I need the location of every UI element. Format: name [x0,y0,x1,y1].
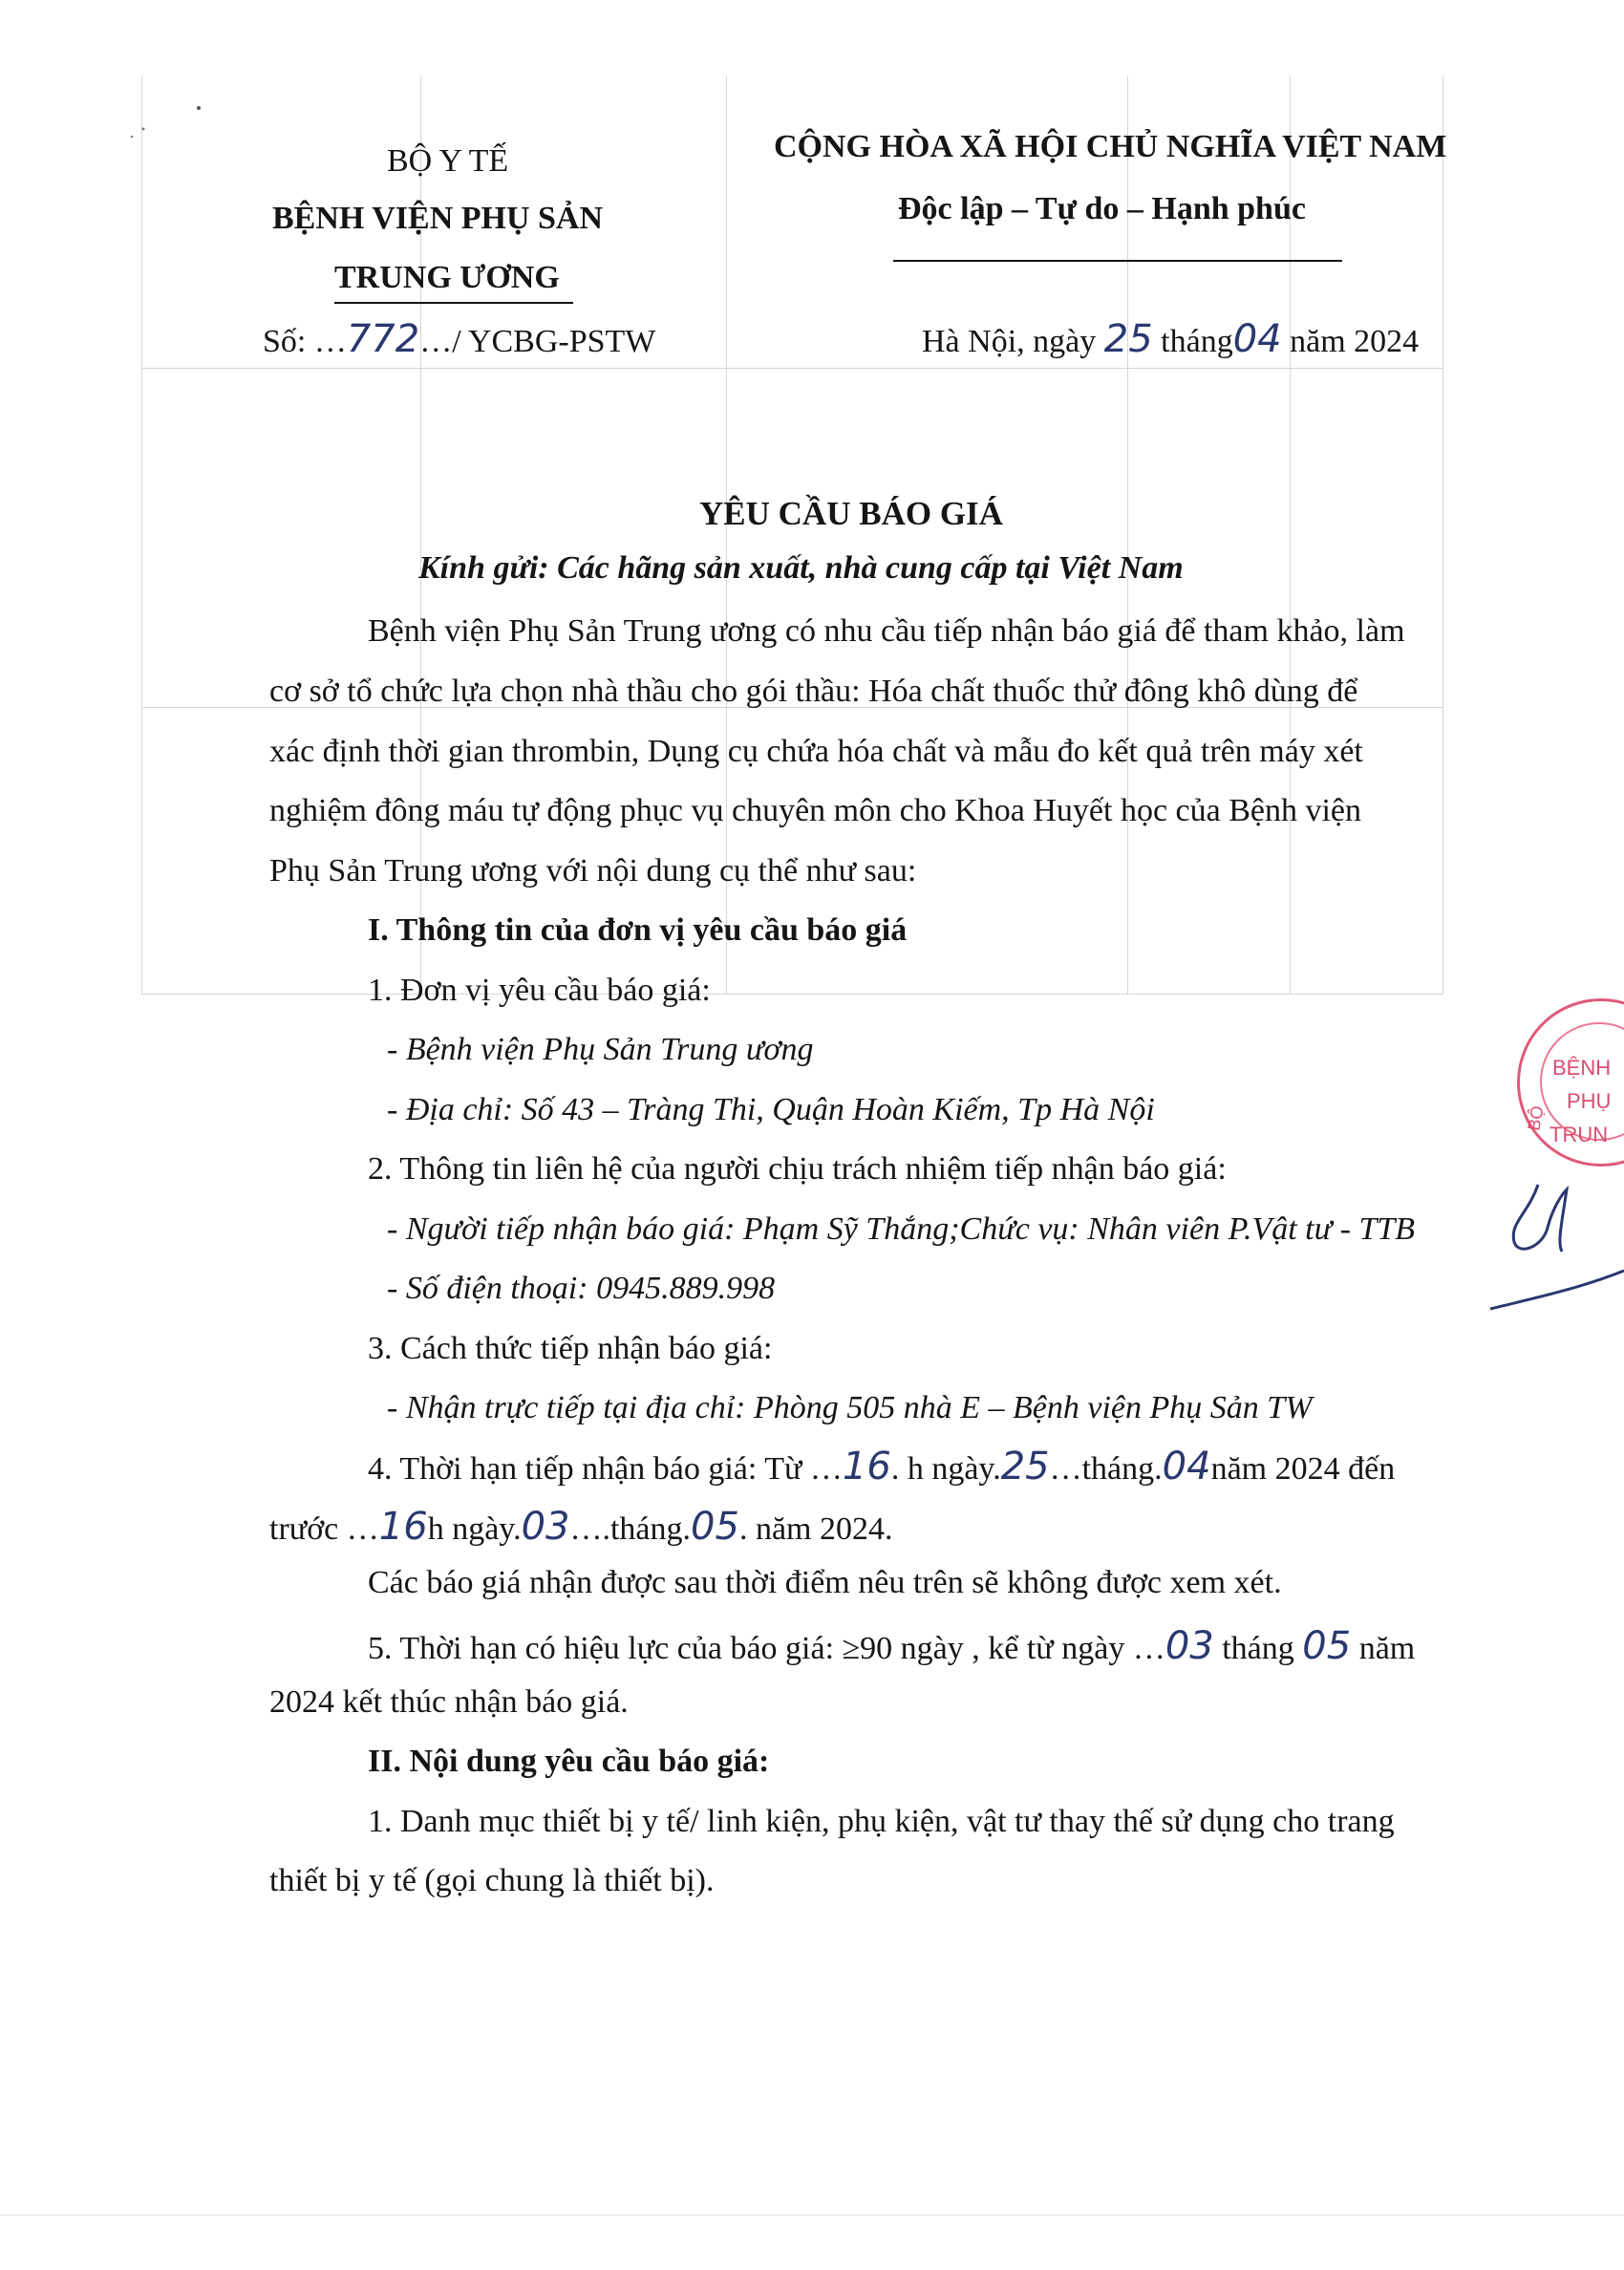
section-2-item-1-line-2: thiết bị y tế (gọi chung là thiết bị). [269,1863,715,1898]
stamp-text-side: BỘ [1524,1103,1548,1132]
validity-line-2: 2024 kết thúc nhận báo giá. [269,1684,629,1720]
national-motto: Độc lập – Tự do – Hạnh phúc [898,191,1306,226]
hospital-name-line2: TRUNG ƯƠNG [334,260,560,295]
period-text-f: h ngày. [427,1511,522,1547]
intro-line-4: nghiệm đông máu tự động phục vụ chuyên môn cho Khoa Huyết học của Bệnh viện [269,793,1362,828]
section-1-item-3: 3. Cách thức tiếp nhận báo giá: [368,1331,773,1366]
period-hour-2: 16 [378,1505,428,1549]
unit-address: - Địa chỉ: Số 43 – Tràng Thi, Quận Hoàn Kiếm, Tp Hà Nội [387,1092,1155,1127]
hospital-underline [334,302,573,304]
motto-underline [893,260,1342,262]
section-2-heading: II. Nội dung yêu cầu báo giá: [368,1744,770,1779]
section-1-item-1: 1. Đơn vị yêu cầu báo giá: [368,973,711,1008]
date-mid: tháng [1161,324,1233,359]
intro-line-2: cơ sở tổ chức lựa chọn nhà thầu cho gói thầu: Hóa chất thuốc thử đông khô dùng để [269,674,1358,709]
intro-line-5: Phụ Sản Trung ương với nội dung cụ thể như sau: [269,853,917,889]
stamp-text-3: TRUN [1549,1123,1609,1146]
date-day-handwritten: 25 [1103,317,1153,361]
scan-specks [124,91,210,148]
period-day-1: 25 [1000,1445,1050,1488]
period-text-a: 4. Thời hạn tiếp nhận báo giá: Từ … [368,1451,843,1487]
period-text-d: năm 2024 đến [1210,1451,1396,1487]
period-hour-1: 16 [842,1445,891,1488]
document-number [263,317,655,361]
recipient-line: Kính gửi: Các hãng sản xuất, nhà cung cấp tại Việt Nam [418,550,1184,586]
date-suffix: năm 2024 [1290,324,1420,359]
period-month-2: 05 [691,1505,739,1549]
signature-mark [1471,1146,1624,1318]
requesting-unit: - Bệnh viện Phụ Sản Trung ương [387,1032,814,1067]
contact-phone: - Số điện thoại: 0945.889.998 [387,1271,776,1306]
validity-day: 03 [1165,1624,1214,1668]
receiving-period-line-2 [269,1505,892,1549]
section-1-heading: I. Thông tin của đơn vị yêu cầu báo giá [368,912,908,948]
receiving-period-line-1 [368,1445,1395,1488]
contact-person: - Người tiếp nhận báo giá: Phạm Sỹ Thắng;Chức vụ: Nhân viên P.Vật tư - TTB [387,1211,1416,1247]
validity-text-a: 5. Thời hạn có hiệu lực của báo giá: ≥90 ngày , kể từ ngày … [368,1631,1165,1666]
date-month-handwritten: 04 [1232,317,1282,361]
number-prefix: Số: … [263,324,347,359]
validity-text-c: năm [1358,1631,1416,1666]
date-prefix: Hà Nội, ngày [922,324,1097,359]
validity-text-b: tháng [1222,1631,1294,1666]
section-2-item-1-line-1: 1. Danh mục thiết bị y tế/ linh kiện, phụ kiện, vật tư thay thế sử dụng cho trang [368,1804,1395,1839]
period-text-h: . năm 2024. [738,1511,893,1547]
stamp-text-1: BỆNH [1552,1056,1612,1080]
document-title: YÊU CẦU BÁO GIÁ [699,495,1003,532]
validity-line-1 [368,1624,1415,1668]
republic-title: CỘNG HÒA XÃ HỘI CHỦ NGHĨA VIỆT NAM [774,129,1447,164]
intro-line-3: xác định thời gian thrombin, Dụng cụ chứa hóa chất và mẫu đo kết quả trên máy xét [269,734,1363,769]
period-month-1: 04 [1162,1445,1211,1488]
issue-date [922,317,1419,361]
stamp-text-2: PHỤ [1567,1089,1612,1113]
late-submission-note: Các báo giá nhận được sau thời điểm nêu trên sẽ không được xem xét. [368,1565,1282,1600]
validity-month: 05 [1302,1624,1352,1668]
ministry-name: BỘ Y TẾ [387,143,509,179]
intro-line-1: Bệnh viện Phụ Sản Trung ương có nhu cầu tiếp nhận báo giá để tham khảo, làm [368,613,1405,649]
period-day-2: 03 [521,1505,570,1549]
section-1-item-2: 2. Thông tin liên hệ của người chịu trách nhiệm tiếp nhận báo giá: [368,1151,1227,1187]
number-suffix: …/ YCBG-PSTW [419,324,656,359]
period-text-b: . h ngày. [890,1451,1001,1487]
period-text-g: ….tháng. [569,1511,692,1547]
period-text-c: …tháng. [1049,1451,1163,1487]
receiving-method: - Nhận trực tiếp tại địa chỉ: Phòng 505 nhà E – Bệnh viện Phụ Sản TW [387,1390,1313,1425]
number-handwritten: 772 [346,317,420,361]
hospital-name-line1: BỆNH VIỆN PHỤ SẢN [272,201,604,236]
period-text-e: trước … [269,1511,379,1547]
